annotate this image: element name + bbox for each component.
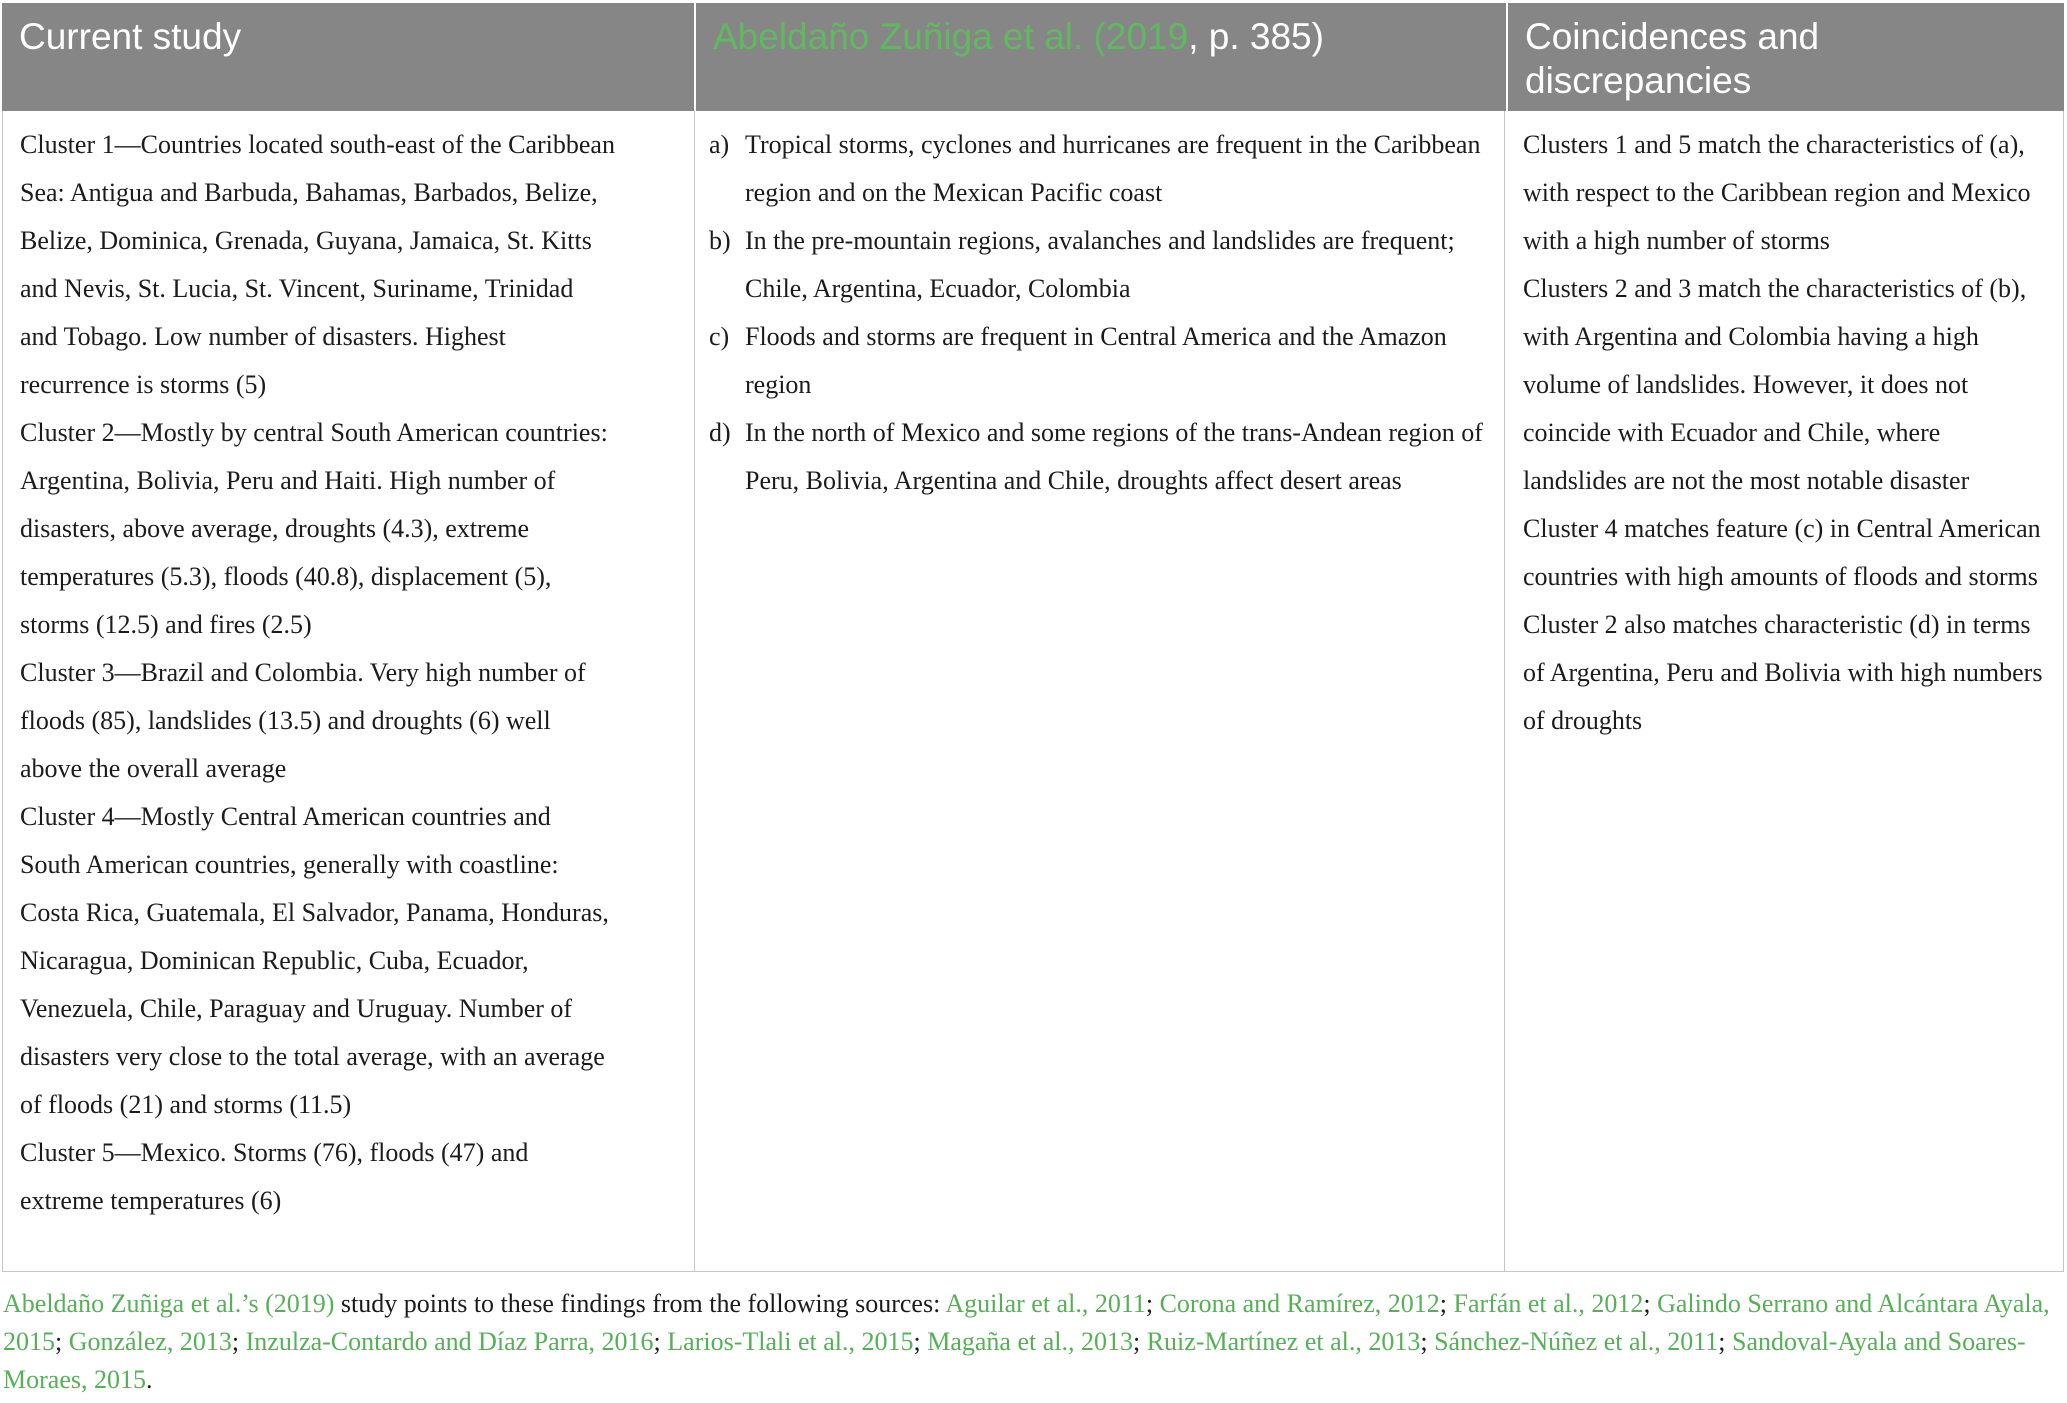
cluster-paragraph: Cluster 2—Mostly by central South American countries: Argentina, Bolivia, Peru and Haiti. High number of disasters, above average, droughts (4.3), extreme temperatures (5.3), floods (40.8), displacement (5), storms (12.5) and fires (2.5) <box>20 418 608 639</box>
coincidence-paragraph: Cluster 4 matches feature (c) in Central American countries with high amounts of floods and storms <box>1523 514 2041 591</box>
finding-item <box>709 313 1484 409</box>
table-footnote <box>2 1285 2063 1399</box>
footnote-text: ; <box>1439 1289 1454 1318</box>
footnote-text: ; <box>1718 1327 1733 1356</box>
citation-link[interactable]: Sandoval-Ayala and Soares-Moraes, 2015 <box>3 1327 2026 1394</box>
finding-marker: b) <box>709 226 731 255</box>
finding-text: Floods and storms are frequent in Central America and the Amazon region <box>745 322 1447 399</box>
header-current-study <box>2 3 694 111</box>
footnote-text: ; <box>1132 1327 1147 1356</box>
finding-text: Tropical storms, cyclones and hurricanes are frequent in the Caribbean region and on the Mexican Pacific coast <box>745 130 1481 207</box>
coincidences-cell <box>1505 111 2063 1271</box>
current-study-cell <box>3 111 695 1271</box>
finding-item <box>709 121 1484 217</box>
finding-item <box>709 409 1484 505</box>
finding-text: In the north of Mexico and some regions of the trans-Andean region of Peru, Bolivia, Argentina and Chile, droughts affect desert areas <box>745 418 1483 495</box>
footnote-text: ; <box>1643 1289 1658 1318</box>
header-abeldano-page-ref: , p. 385) <box>1188 16 1324 57</box>
footnote-text: ; <box>1145 1289 1160 1318</box>
header-current-study-label: Current study <box>19 16 242 57</box>
cluster-paragraph: Cluster 1—Countries located south-east of the Caribbean Sea: Antigua and Barbuda, Bahamas, Barbados, Belize, Belize, Dominica, Grenada, Guyana, Jamaica, St. Kitts and Nevis, St. Lucia, St. Vincent, Suriname, Trinidad and Tobago. Low number of disasters. Highest recurrence is storms (5) <box>20 130 615 399</box>
table-body-row <box>2 111 2064 1272</box>
footnote-text: . <box>145 1365 153 1394</box>
cluster-paragraph: Cluster 4—Mostly Central American countries and South American countries, generally with coastline: Costa Rica, Guatemala, El Salvador, Panama, Honduras, Nicaragua, Dominican Republic, Cuba, Ecuador, Venezuela, Chile, Paraguay and Uruguay. Number of disasters very close to the total average, with an average of floods (21) and storms (11.5) <box>20 802 609 1119</box>
finding-marker: a) <box>709 130 730 159</box>
citation-link[interactable]: Aguilar et al., 2011 <box>945 1289 1146 1318</box>
header-coincidences <box>1508 3 2064 111</box>
citation-link[interactable]: Sánchez-Núñez et al., 2011 <box>1434 1327 1719 1356</box>
footnote-text: ; <box>913 1327 928 1356</box>
citation-link[interactable]: Farfán et al., 2012 <box>1453 1289 1644 1318</box>
abeldano-2019-citation-link[interactable]: Abeldaño Zuñiga et al. (2019 <box>713 16 1189 57</box>
abeldano-findings-cell <box>695 111 1505 1271</box>
citation-link[interactable]: Larios-Tlali et al., 2015 <box>667 1327 914 1356</box>
footnote-text: ; <box>55 1327 69 1356</box>
citation-link[interactable]: Abeldaño Zuñiga et al.’s (2019) <box>3 1289 335 1318</box>
footnote-text: ; <box>231 1327 246 1356</box>
footnote-text: ; <box>653 1327 668 1356</box>
finding-marker: d) <box>709 418 731 447</box>
table-header-row <box>2 3 2064 111</box>
coincidence-paragraph: Clusters 1 and 5 match the characteristics of (a), with respect to the Caribbean region and Mexico with a high number of storms <box>1523 130 2031 255</box>
citation-link[interactable]: Magaña et al., 2013 <box>927 1327 1133 1356</box>
finding-text: In the pre-mountain regions, avalanches and landslides are frequent; Chile, Argentina, Ecuador, Colombia <box>745 226 1455 303</box>
coincidence-paragraph: Cluster 2 also matches characteristic (d) in terms of Argentina, Peru and Bolivia with high numbers of droughts <box>1523 610 2043 735</box>
cluster-paragraph: Cluster 5—Mexico. Storms (76), floods (47) and extreme temperatures (6) <box>20 1138 529 1215</box>
finding-marker: c) <box>709 322 730 351</box>
cluster-paragraph: Cluster 3—Brazil and Colombia. Very high number of floods (85), landslides (13.5) and droughts (6) well above the overall average <box>20 658 586 783</box>
footnote-text: study points to these findings from the following sources: <box>334 1289 946 1318</box>
citation-link[interactable]: Ruiz-Martínez et al., 2013 <box>1146 1327 1421 1356</box>
header-abeldano <box>696 3 1506 111</box>
citation-link[interactable]: Inzulza-Contardo and Díaz Parra, 2016 <box>245 1327 654 1356</box>
footnote-text: ; <box>1420 1327 1435 1356</box>
finding-item <box>709 217 1484 313</box>
coincidence-paragraph: Clusters 2 and 3 match the characteristics of (b), with Argentina and Colombia having a high volume of landslides. However, it does not coincide with Ecuador and Chile, where landslides are not the most notable disaster <box>1523 274 2027 495</box>
citation-link[interactable]: Galindo Serrano and Alcántara Ayala, 2015 <box>3 1289 2050 1356</box>
citation-link[interactable]: González, 2013 <box>68 1327 232 1356</box>
header-coincidences-label: Coincidences and discrepancies <box>1525 16 1820 101</box>
citation-link[interactable]: Corona and Ramírez, 2012 <box>1159 1289 1440 1318</box>
